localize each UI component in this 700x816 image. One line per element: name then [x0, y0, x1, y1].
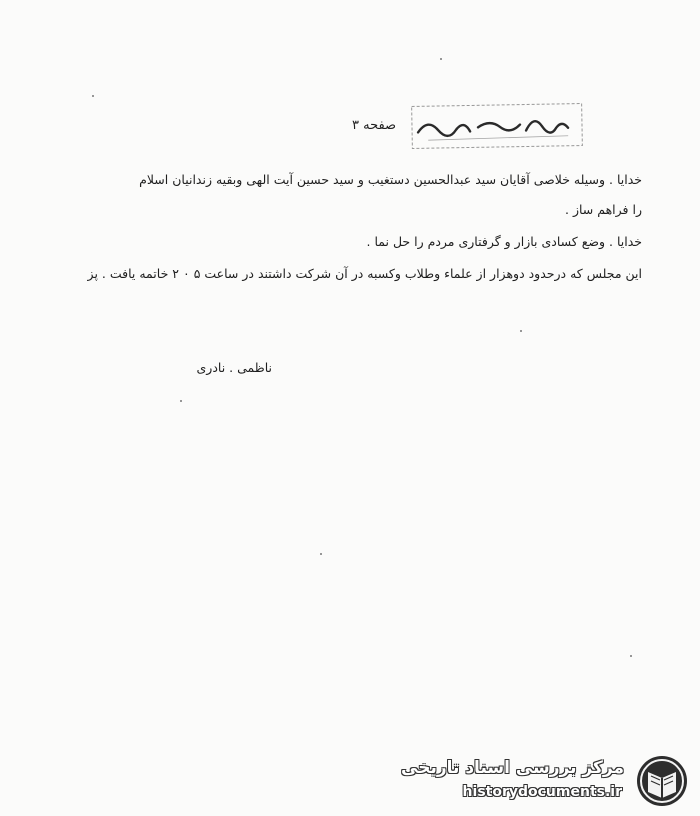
scan-speck — [180, 400, 182, 402]
classification-stamp — [408, 99, 587, 152]
scan-speck — [92, 95, 94, 97]
watermark-url: historydocuments.ir — [462, 784, 622, 800]
signature: ناظمی . نادری — [196, 360, 272, 375]
watermark — [401, 752, 694, 810]
body-line-2: را فراهم ساز . — [565, 202, 642, 217]
body-line-3: خدایا . وضع کسادی بازار و گرفتاری مردم را حل نما . — [366, 234, 642, 249]
page-number: صفحه ۳ — [352, 118, 397, 133]
book-emblem-icon — [634, 754, 690, 808]
watermark-title: مرکز بررسی اسناد تاریخی — [401, 758, 624, 778]
scan-speck — [520, 330, 522, 332]
scan-speck — [320, 553, 322, 555]
scan-speck — [630, 655, 632, 657]
scan-speck — [440, 58, 442, 60]
body-line-4: این مجلس که درحدود دوهزار از علماء وطلاب وکسبه در آن شرکت داشتند در ساعت ۵ ۰ ۲ خاتمه یافت . پز — [87, 266, 642, 281]
body-line-1: خدایا . وسیله خلاصی آقایان سید عبدالحسین دستغیب و سید حسین آیت الهی وبقیه زندانیان اسلام — [139, 172, 642, 187]
